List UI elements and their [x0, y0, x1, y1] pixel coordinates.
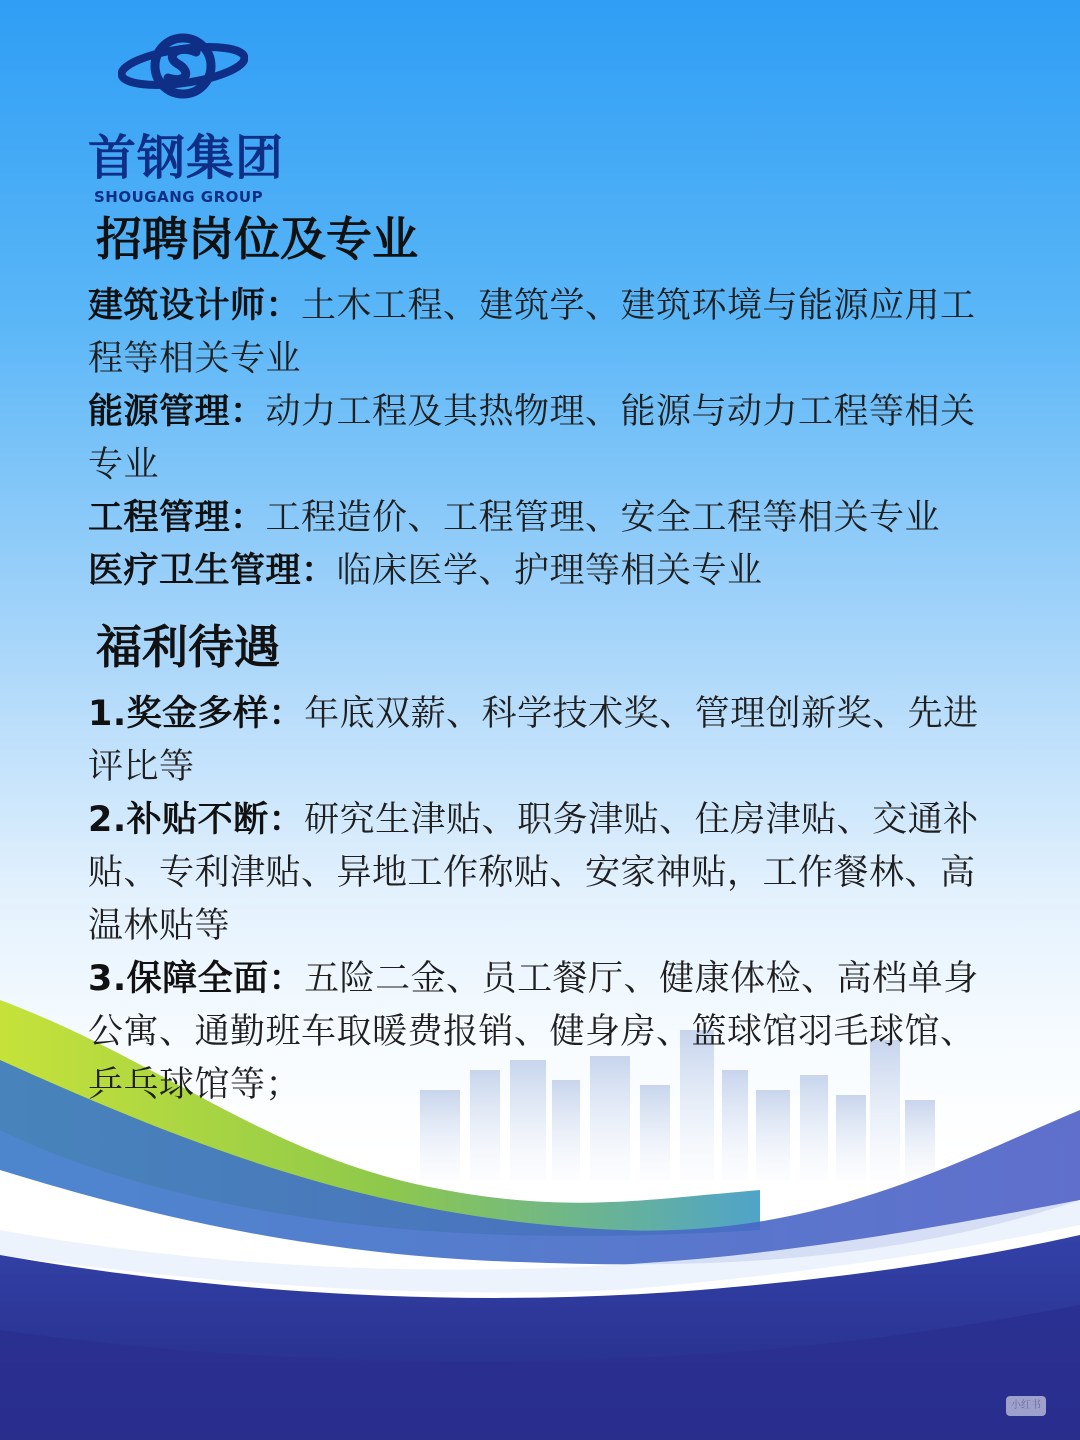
benefit-item [88, 953, 998, 1112]
benefit-item [88, 688, 998, 794]
job-item-lead: 建筑设计师： [88, 286, 302, 326]
job-item [88, 280, 998, 386]
benefit-item-lead: 1.奖金多样： [88, 694, 305, 734]
company-logo [88, 30, 298, 206]
benefit-item-text: 研究生津贴、职务津贴、住房津贴、交通补贴、专利津贴、异地工作称贴、安家神贴，工作餐林、高温林贴等 [88, 800, 979, 946]
logo-text-cn: 首钢集团 [88, 130, 285, 186]
benefit-item-lead: 3.保障全面： [88, 959, 305, 999]
job-item-text: 土木工程、建筑学、建筑环境与能源应用工程等相关专业 [88, 286, 976, 379]
job-item-text: 工程造价、工程管理、安全工程等相关专业 [265, 498, 941, 538]
logo-emblem-icon [118, 30, 248, 102]
jobs-heading: 招聘岗位及专业 [96, 212, 418, 266]
job-item-lead: 能源管理： [88, 392, 266, 432]
job-item-text: 临床医学、护理等相关专业 [336, 551, 763, 591]
benefit-item [88, 794, 998, 953]
main-content [88, 212, 998, 1112]
watermark: 小红书 [1006, 1396, 1046, 1416]
job-item-lead: 工程管理： [88, 498, 266, 538]
benefit-item-lead: 2.补贴不断： [88, 800, 305, 840]
job-item [88, 545, 998, 598]
job-item-text: 动力工程及其热物理、能源与动力工程等相关专业 [88, 392, 976, 485]
benefits-heading: 福利待遇 [96, 620, 280, 674]
job-item [88, 492, 998, 545]
job-item [88, 386, 998, 492]
benefit-item-text: 五险二金、员工餐厅、健康体检、高档单身公寓、通勤班车取暖费报销、健身房、篮球馆羽毛球馆、乒乓球馆等； [88, 959, 979, 1105]
logo-text-en: SHOUGANG GROUP [94, 188, 264, 206]
job-item-lead: 医疗卫生管理： [88, 551, 337, 591]
benefit-item-text: 年底双薪、科学技术奖、管理创新奖、先进评比等 [88, 694, 979, 787]
